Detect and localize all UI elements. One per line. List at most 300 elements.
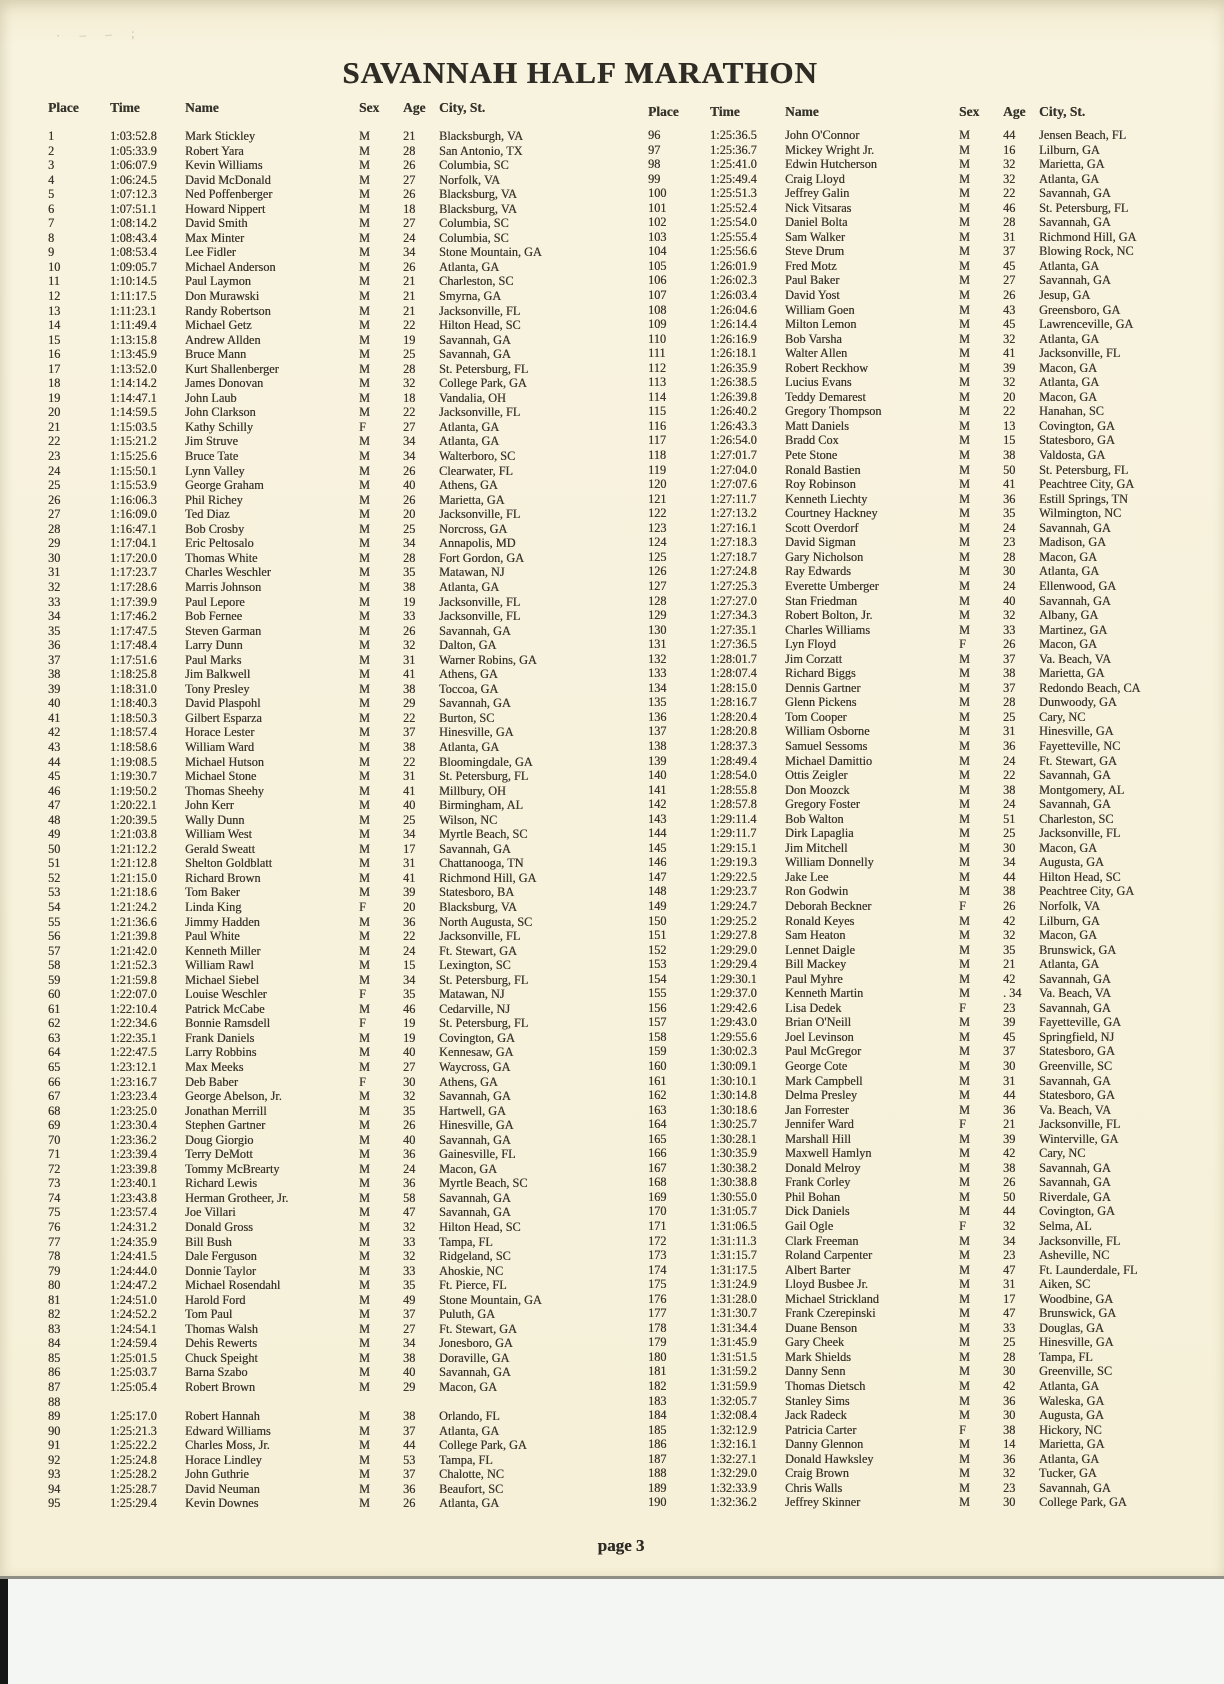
name-cell: David Neuman [185, 1481, 260, 1496]
name-cell: Louise Weschler [185, 987, 267, 1002]
place-cell: 43 [48, 739, 61, 754]
header-time: Time [710, 104, 740, 119]
place-cell: 79 [48, 1263, 61, 1278]
sex-cell: M [959, 942, 970, 957]
age-cell: 50 [1003, 1189, 1016, 1204]
age-cell: 33 [403, 1234, 416, 1249]
name-cell: William Goen [785, 302, 855, 317]
result-row [640, 1175, 1210, 1190]
result-row [640, 157, 1210, 172]
name-cell: Shelton Goldblatt [185, 856, 273, 871]
place-cell: 189 [648, 1480, 667, 1495]
time-cell: 1:29:11.7 [710, 826, 757, 841]
result-row [40, 1016, 580, 1031]
age-cell: 32 [1003, 171, 1016, 186]
city-cell: Jensen Beach, FL [1039, 128, 1127, 142]
sex-cell: M [959, 1480, 970, 1495]
name-cell: Max Minter [185, 230, 245, 245]
age-cell: 38 [403, 739, 416, 754]
time-cell: 1:30:10.1 [710, 1073, 757, 1088]
city-cell: St. Petersburg, FL [1039, 462, 1129, 477]
city-cell: Atlanta, GA [439, 259, 500, 274]
time-cell: 1:26:01.9 [710, 258, 757, 273]
age-cell: 36 [403, 1481, 416, 1496]
age-cell: 36 [403, 914, 416, 929]
time-cell: 1:21:52.3 [110, 958, 157, 973]
time-cell: 1:25:17.0 [110, 1409, 157, 1424]
result-row [640, 884, 1210, 899]
city-cell: Beaufort, SC [439, 1481, 504, 1496]
place-cell: 72 [48, 1161, 61, 1176]
name-cell: William Rawl [185, 958, 254, 973]
result-row [40, 1104, 580, 1119]
sex-cell: M [359, 972, 370, 987]
time-cell: 1:31:30.7 [710, 1306, 757, 1321]
place-cell: 115 [648, 404, 666, 419]
time-cell: 1:20:39.5 [110, 812, 157, 827]
result-row [640, 724, 1210, 739]
result-row [40, 1147, 580, 1162]
header-place: Place [48, 100, 79, 115]
time-cell: 1:27:07.6 [710, 477, 757, 492]
sex-cell: M [359, 754, 370, 769]
result-row [640, 1074, 1210, 1089]
city-cell: Marietta, GA [1039, 666, 1105, 681]
age-cell: 22 [403, 754, 416, 769]
header-age: Age [403, 100, 426, 115]
sex-cell: M [359, 885, 370, 900]
result-row [640, 608, 1210, 623]
name-cell: Edward Williams [185, 1423, 271, 1438]
sex-cell: M [359, 245, 370, 260]
time-cell: 1:27:18.3 [710, 535, 757, 550]
result-row [640, 1379, 1210, 1394]
result-row [40, 696, 580, 711]
city-cell: Statesboro, GA [1039, 1044, 1115, 1059]
city-cell: Macon, GA [439, 1380, 498, 1395]
city-cell: Atlanta, GA [439, 1423, 500, 1438]
city-cell: Cary, NC [1039, 1146, 1086, 1161]
page-number: page 3 [597, 1536, 645, 1555]
name-cell: Bradd Cox [785, 433, 839, 448]
sex-cell: M [959, 1320, 970, 1335]
sex-cell: M [959, 375, 970, 390]
sex-cell: M [359, 1103, 370, 1118]
name-cell: Ned Poffenberger [185, 187, 273, 202]
result-row [40, 202, 580, 217]
result-row [40, 536, 580, 551]
age-cell: 41 [403, 667, 416, 682]
place-cell: 66 [48, 1074, 61, 1089]
result-row [40, 1409, 580, 1424]
age-cell: 24 [1003, 578, 1016, 593]
age-cell: 30 [1003, 840, 1016, 855]
name-cell: Chris Walls [785, 1480, 843, 1495]
place-cell: 123 [648, 520, 667, 535]
age-cell: 41 [403, 783, 416, 798]
place-cell: 124 [648, 535, 667, 550]
age-cell: 32 [1003, 928, 1016, 943]
city-cell: Greenville, SC [1039, 1059, 1113, 1073]
result-row [40, 1089, 580, 1104]
sex-cell: M [359, 405, 370, 420]
sex-cell: M [359, 449, 370, 464]
age-cell: 22 [403, 710, 416, 725]
sex-cell: M [959, 1146, 970, 1161]
sex-cell: M [359, 289, 370, 304]
city-cell: Savannah, GA [439, 1190, 511, 1205]
age-cell: 46 [403, 1001, 416, 1016]
age-cell: 26 [403, 1118, 416, 1133]
age-cell: 14 [1003, 1437, 1016, 1452]
city-cell: Macon, GA [1039, 840, 1098, 855]
sex-cell: M [359, 303, 370, 318]
sex-cell: M [359, 914, 370, 929]
city-cell: Hinesville, GA [1039, 724, 1114, 739]
time-cell: 1:17:04.1 [110, 536, 157, 551]
time-cell: 1:32:29.0 [710, 1466, 757, 1481]
age-cell: 22 [403, 405, 416, 420]
place-cell: 90 [48, 1423, 61, 1438]
sex-cell: M [359, 812, 370, 827]
sex-cell: M [359, 536, 370, 551]
age-cell: 32 [403, 1249, 416, 1264]
city-cell: Puluth, GA [439, 1307, 496, 1322]
place-cell: 22 [48, 434, 61, 449]
age-cell: 23 [1003, 1248, 1016, 1263]
name-cell: Matt Daniels [785, 418, 849, 433]
place-cell: 70 [48, 1132, 61, 1147]
result-row [40, 245, 580, 260]
sex-cell: M [959, 578, 970, 593]
result-row [640, 1117, 1210, 1132]
place-cell: 54 [48, 899, 61, 914]
time-cell: 1:29:19.3 [710, 855, 757, 870]
city-cell: Blacksburg, VA [439, 187, 517, 202]
name-cell: Stephen Gartner [185, 1118, 266, 1133]
city-cell: Atlanta, GA [439, 419, 500, 434]
time-cell: 1:31:59.9 [710, 1379, 757, 1394]
time-cell: 1:17:46.2 [110, 609, 157, 624]
place-cell: 107 [648, 288, 667, 303]
name-cell: George Graham [185, 478, 264, 493]
sex-cell: M [359, 1336, 370, 1351]
name-cell: Roland Carpenter [785, 1248, 873, 1263]
result-row [640, 244, 1210, 259]
name-cell: Jim Corzatt [785, 651, 843, 666]
age-cell: 36 [403, 1147, 416, 1162]
age-cell: 21 [1003, 957, 1016, 972]
time-cell: 1:25:21.3 [110, 1423, 157, 1438]
result-row [40, 231, 580, 246]
city-cell: Atlanta, GA [439, 739, 500, 754]
sex-cell: M [959, 797, 970, 812]
place-cell: 38 [48, 667, 61, 682]
sex-cell: M [959, 564, 970, 579]
result-row [640, 1277, 1210, 1292]
time-cell: 1:17:39.9 [110, 594, 157, 609]
place-cell: 180 [648, 1349, 667, 1364]
age-cell: 24 [1003, 753, 1016, 768]
result-row [40, 653, 580, 668]
sex-cell: M [359, 216, 370, 231]
name-cell: Bill Bush [185, 1234, 232, 1249]
place-cell: 169 [648, 1189, 667, 1204]
place-cell: 147 [648, 869, 667, 884]
place-cell: 184 [648, 1408, 667, 1423]
result-row [640, 1059, 1210, 1074]
place-cell: 36 [48, 638, 61, 653]
age-cell: 34 [403, 245, 416, 260]
sex-cell: M [359, 696, 370, 711]
city-cell: Savannah, GA [439, 347, 511, 362]
city-cell: Atlanta, GA [1039, 957, 1100, 972]
city-cell: Marietta, GA [1039, 1437, 1105, 1452]
age-cell: 32 [403, 376, 416, 391]
name-cell: Barna Szabo [185, 1365, 248, 1380]
time-cell: 1:24:59.4 [110, 1336, 157, 1351]
name-cell: Clark Freeman [785, 1233, 859, 1248]
time-cell: 1:13:15.8 [110, 332, 157, 347]
name-cell: Don Moozck [785, 782, 850, 797]
result-row [40, 1496, 580, 1511]
result-row [40, 1118, 580, 1133]
age-cell: 41 [403, 870, 416, 885]
city-cell: Covington, GA [1039, 418, 1115, 433]
sex-cell: M [959, 389, 970, 404]
city-cell: Hinesville, GA [439, 725, 514, 740]
place-cell: 111 [648, 346, 666, 361]
sex-cell: M [359, 1452, 370, 1467]
name-cell: Don Murawski [185, 289, 260, 304]
sex-cell: M [359, 1423, 370, 1438]
age-cell: 41 [1003, 477, 1016, 492]
sex-cell: M [359, 1496, 370, 1511]
city-cell: Peachtree City, GA [1039, 477, 1135, 492]
place-cell: 156 [648, 1000, 667, 1015]
age-cell: 33 [403, 609, 416, 624]
sex-cell: M [359, 769, 370, 784]
name-cell: Marris Johnson [185, 579, 262, 594]
time-cell: 1:30:18.6 [710, 1102, 757, 1117]
sex-cell: F [959, 898, 966, 913]
sex-cell: M [359, 1161, 370, 1176]
age-cell: 38 [1003, 666, 1016, 681]
place-cell: 74 [48, 1190, 61, 1205]
age-cell: 30 [1003, 564, 1016, 579]
place-cell: 5 [48, 187, 55, 202]
place-cell: 149 [648, 898, 667, 913]
name-cell: Walter Allen [785, 346, 848, 361]
time-cell: 1:26:54.0 [710, 433, 757, 448]
place-cell: 146 [648, 855, 667, 870]
age-cell: 38 [403, 681, 416, 696]
result-row [640, 841, 1210, 856]
time-cell: 1:31:24.9 [710, 1277, 757, 1292]
sex-cell: M [359, 929, 370, 944]
name-cell: Tommy McBrearty [185, 1161, 280, 1176]
result-row [40, 638, 580, 653]
place-cell: 150 [648, 913, 667, 928]
name-cell: Donnie Taylor [185, 1263, 256, 1278]
page-title: SAVANNAH HALF MARATHON [342, 54, 818, 90]
city-cell: Lilburn, GA [1039, 142, 1100, 157]
age-cell: 50 [1003, 462, 1016, 477]
city-cell: Cary, NC [1039, 709, 1086, 724]
sex-cell: M [959, 448, 970, 463]
city-cell: Marietta, GA [439, 492, 505, 507]
city-cell: Ft. Pierce, FL [439, 1278, 507, 1293]
age-cell: 34 [403, 434, 416, 449]
sex-cell: M [959, 1451, 970, 1466]
sex-cell: M [959, 273, 970, 288]
city-cell: Waycross, GA [439, 1060, 511, 1074]
result-row [640, 1204, 1210, 1219]
sex-cell: M [959, 1495, 970, 1510]
sex-cell: M [959, 331, 970, 346]
time-cell: 1:16:09.0 [110, 507, 157, 522]
name-cell: Chuck Speight [185, 1350, 258, 1365]
place-cell: 62 [48, 1016, 61, 1031]
time-cell: 1:08:53.4 [110, 245, 157, 260]
city-cell: Winterville, GA [1039, 1131, 1119, 1146]
sex-cell: M [359, 1089, 370, 1104]
age-cell: 47 [1003, 1262, 1016, 1277]
sex-cell: M [959, 1189, 970, 1204]
place-cell: 19 [48, 390, 61, 405]
city-cell: Savannah, GA [1039, 1480, 1111, 1495]
name-cell: Bob Walton [785, 811, 844, 826]
result-row [640, 943, 1210, 958]
age-cell: 20 [403, 507, 416, 522]
name-cell: Jack Radeck [785, 1408, 847, 1423]
place-cell: 47 [48, 798, 61, 813]
time-cell: 1:23:30.4 [110, 1118, 157, 1133]
city-cell: Savannah, GA [439, 841, 511, 856]
name-cell: Tony Presley [185, 681, 250, 696]
age-cell: 28 [1003, 1349, 1016, 1364]
result-row [640, 1481, 1210, 1496]
city-cell: Macon, GA [1039, 360, 1098, 375]
place-cell: 49 [48, 827, 61, 842]
place-cell: 187 [648, 1451, 667, 1466]
place-cell: 32 [48, 579, 61, 594]
city-cell: St. Petersburg, FL [439, 769, 529, 784]
city-cell: Myrtle Beach, SC [439, 827, 528, 842]
name-cell: Richard Biggs [785, 666, 856, 681]
age-cell: 25 [403, 521, 416, 536]
sex-cell: M [359, 783, 370, 798]
time-cell: 1:25:52.4 [710, 200, 757, 215]
city-cell: Athens, GA [439, 478, 498, 493]
age-cell: 31 [403, 652, 416, 667]
city-cell: Jacksonville, FL [439, 405, 521, 420]
sex-cell: M [359, 1278, 370, 1293]
time-cell: 1:28:57.8 [710, 797, 757, 812]
result-row [40, 958, 580, 973]
result-row [640, 433, 1210, 448]
sex-cell: M [359, 652, 370, 667]
result-row [640, 957, 1210, 972]
city-cell: College Park, GA [1039, 1495, 1127, 1510]
time-cell: 1:29:23.7 [710, 884, 757, 899]
place-cell: 45 [48, 769, 61, 784]
sex-cell: M [959, 288, 970, 303]
age-cell: 33 [1003, 1320, 1016, 1335]
name-cell: Max Meeks [185, 1060, 244, 1074]
city-cell: Atlanta, GA [1039, 375, 1100, 390]
place-cell: 132 [648, 651, 667, 666]
result-row [40, 216, 580, 231]
city-cell: Woodbine, GA [1039, 1291, 1114, 1306]
result-row [640, 579, 1210, 594]
result-row [40, 144, 580, 159]
name-cell: Donald Gross [185, 1220, 253, 1235]
name-cell: Milton Lemon [785, 317, 857, 332]
age-cell: 22 [403, 929, 416, 944]
sex-cell: M [959, 215, 970, 230]
city-cell: Ahoskie, NC [439, 1263, 504, 1278]
name-cell: Everette Umberger [785, 578, 879, 593]
result-row [40, 1365, 580, 1380]
place-cell: 163 [648, 1102, 667, 1117]
age-cell: 24 [1003, 520, 1016, 535]
result-row [40, 478, 580, 493]
result-row [40, 580, 580, 595]
sex-cell: M [959, 709, 970, 724]
time-cell: 1:22:34.6 [110, 1016, 157, 1031]
name-cell: Delma Presley [785, 1088, 858, 1103]
place-cell: 181 [648, 1364, 667, 1379]
sex-cell: F [959, 1000, 966, 1015]
age-cell: 46 [1003, 200, 1016, 215]
place-cell: 144 [648, 826, 667, 841]
time-cell: 1:23:16.7 [110, 1074, 157, 1089]
result-row [640, 797, 1210, 812]
time-cell: 1:28:54.0 [710, 768, 757, 783]
sex-cell: M [359, 638, 370, 653]
place-cell: 17 [48, 361, 61, 376]
name-cell: Lynn Valley [185, 463, 245, 478]
place-cell: 15 [48, 332, 61, 347]
sex-cell: M [959, 1466, 970, 1481]
age-cell: 21 [403, 289, 416, 304]
result-row [40, 1380, 580, 1395]
city-cell: Savannah, GA [1039, 186, 1111, 201]
time-cell: 1:18:31.0 [110, 681, 157, 696]
city-cell: Brunswick, GA [1039, 1306, 1117, 1321]
sex-cell: M [359, 143, 370, 158]
city-cell: Statesboro, GA [1039, 433, 1115, 448]
result-row [40, 1307, 580, 1322]
city-cell: Savannah, GA [1039, 215, 1111, 230]
name-cell: Paul White [185, 929, 240, 944]
age-cell: 26 [403, 158, 416, 173]
time-cell: 1:28:55.8 [710, 782, 757, 797]
name-cell: Ottis Zeigler [785, 768, 848, 783]
age-cell: 35 [403, 1103, 416, 1118]
name-cell: Harold Ford [185, 1292, 246, 1307]
age-cell: 35 [403, 987, 416, 1002]
result-row [640, 1219, 1210, 1234]
name-cell: Jimmy Hadden [185, 914, 260, 929]
age-cell: 31 [403, 856, 416, 871]
city-cell: Fort Gordon, GA [439, 550, 525, 565]
place-cell: 53 [48, 885, 61, 900]
sex-cell: M [359, 1045, 370, 1060]
city-cell: Matawan, NJ [439, 565, 505, 580]
place-cell: 141 [648, 782, 667, 797]
